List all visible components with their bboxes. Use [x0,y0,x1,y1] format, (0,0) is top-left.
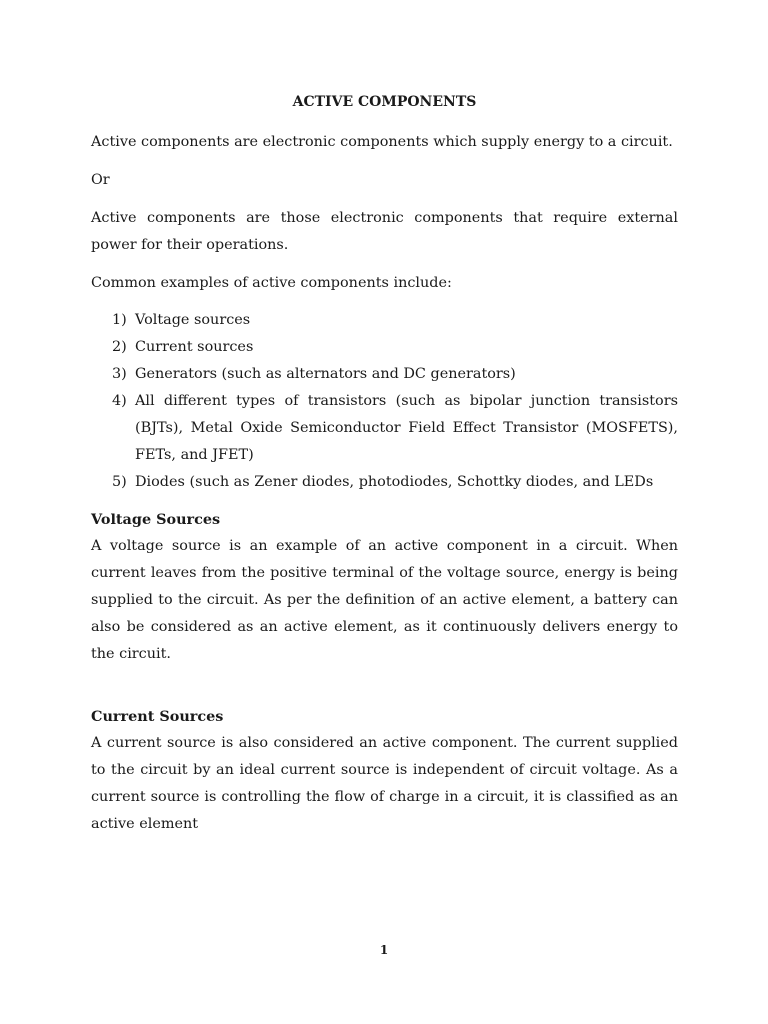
list-item [91,361,678,388]
list-item [91,307,678,334]
voltage-sources-paragraph: A voltage source is an example of an active component in a circuit. When current leaves from the positive terminal of the voltage source, energy is being supplied to the circuit. As per the definition of an active element, a battery can also be considered as an active element, as it continuously delivers energy to the circuit. [91,538,678,662]
voltage-sources-heading: Voltage Sources [91,511,221,528]
current-sources-paragraph: A current source is also considered an active component. The current supplied to the circuit by an ideal current source is independent of circuit voltage. As a current source is controlling the flow of charge in a circuit, it is classified as an active element [91,735,678,832]
examples-list [91,307,678,496]
list-item [91,388,678,469]
list-item-text: Voltage sources [135,312,251,328]
section-spacer [91,679,678,703]
page-number: 1 [379,943,389,957]
list-item-number: 1) [112,312,127,328]
list-item-number: 5) [112,474,127,490]
list-item-number: 2) [112,339,127,355]
document-page [91,92,678,849]
examples-intro: Common examples of active components include: [91,275,452,291]
list-item-text: Diodes (such as Zener diodes, photodiodes, Schottky diodes, and LEDs [135,474,654,490]
list-item [91,469,678,496]
definition-paragraph-2: Active components are those electronic components that require external power for their operations. [91,210,678,253]
list-item [91,334,678,361]
list-item-number: 4) [112,393,127,409]
list-item-number: 3) [112,366,127,382]
current-sources-heading: Current Sources [91,708,224,725]
list-item-text: Current sources [135,339,254,355]
or-text: Or [91,172,110,188]
definition-paragraph-1: Active components are electronic components which supply energy to a circuit. [91,134,673,150]
list-item-text: All different types of transistors (such as bipolar junction transistors (BJTs), Metal Oxide Semiconductor Field Effect Transistor (MOSFETS), FETs, and JFET) [135,393,678,463]
document-title: ACTIVE COMPONENTS [292,94,477,110]
list-item-text: Generators (such as alternators and DC generators) [135,366,516,382]
